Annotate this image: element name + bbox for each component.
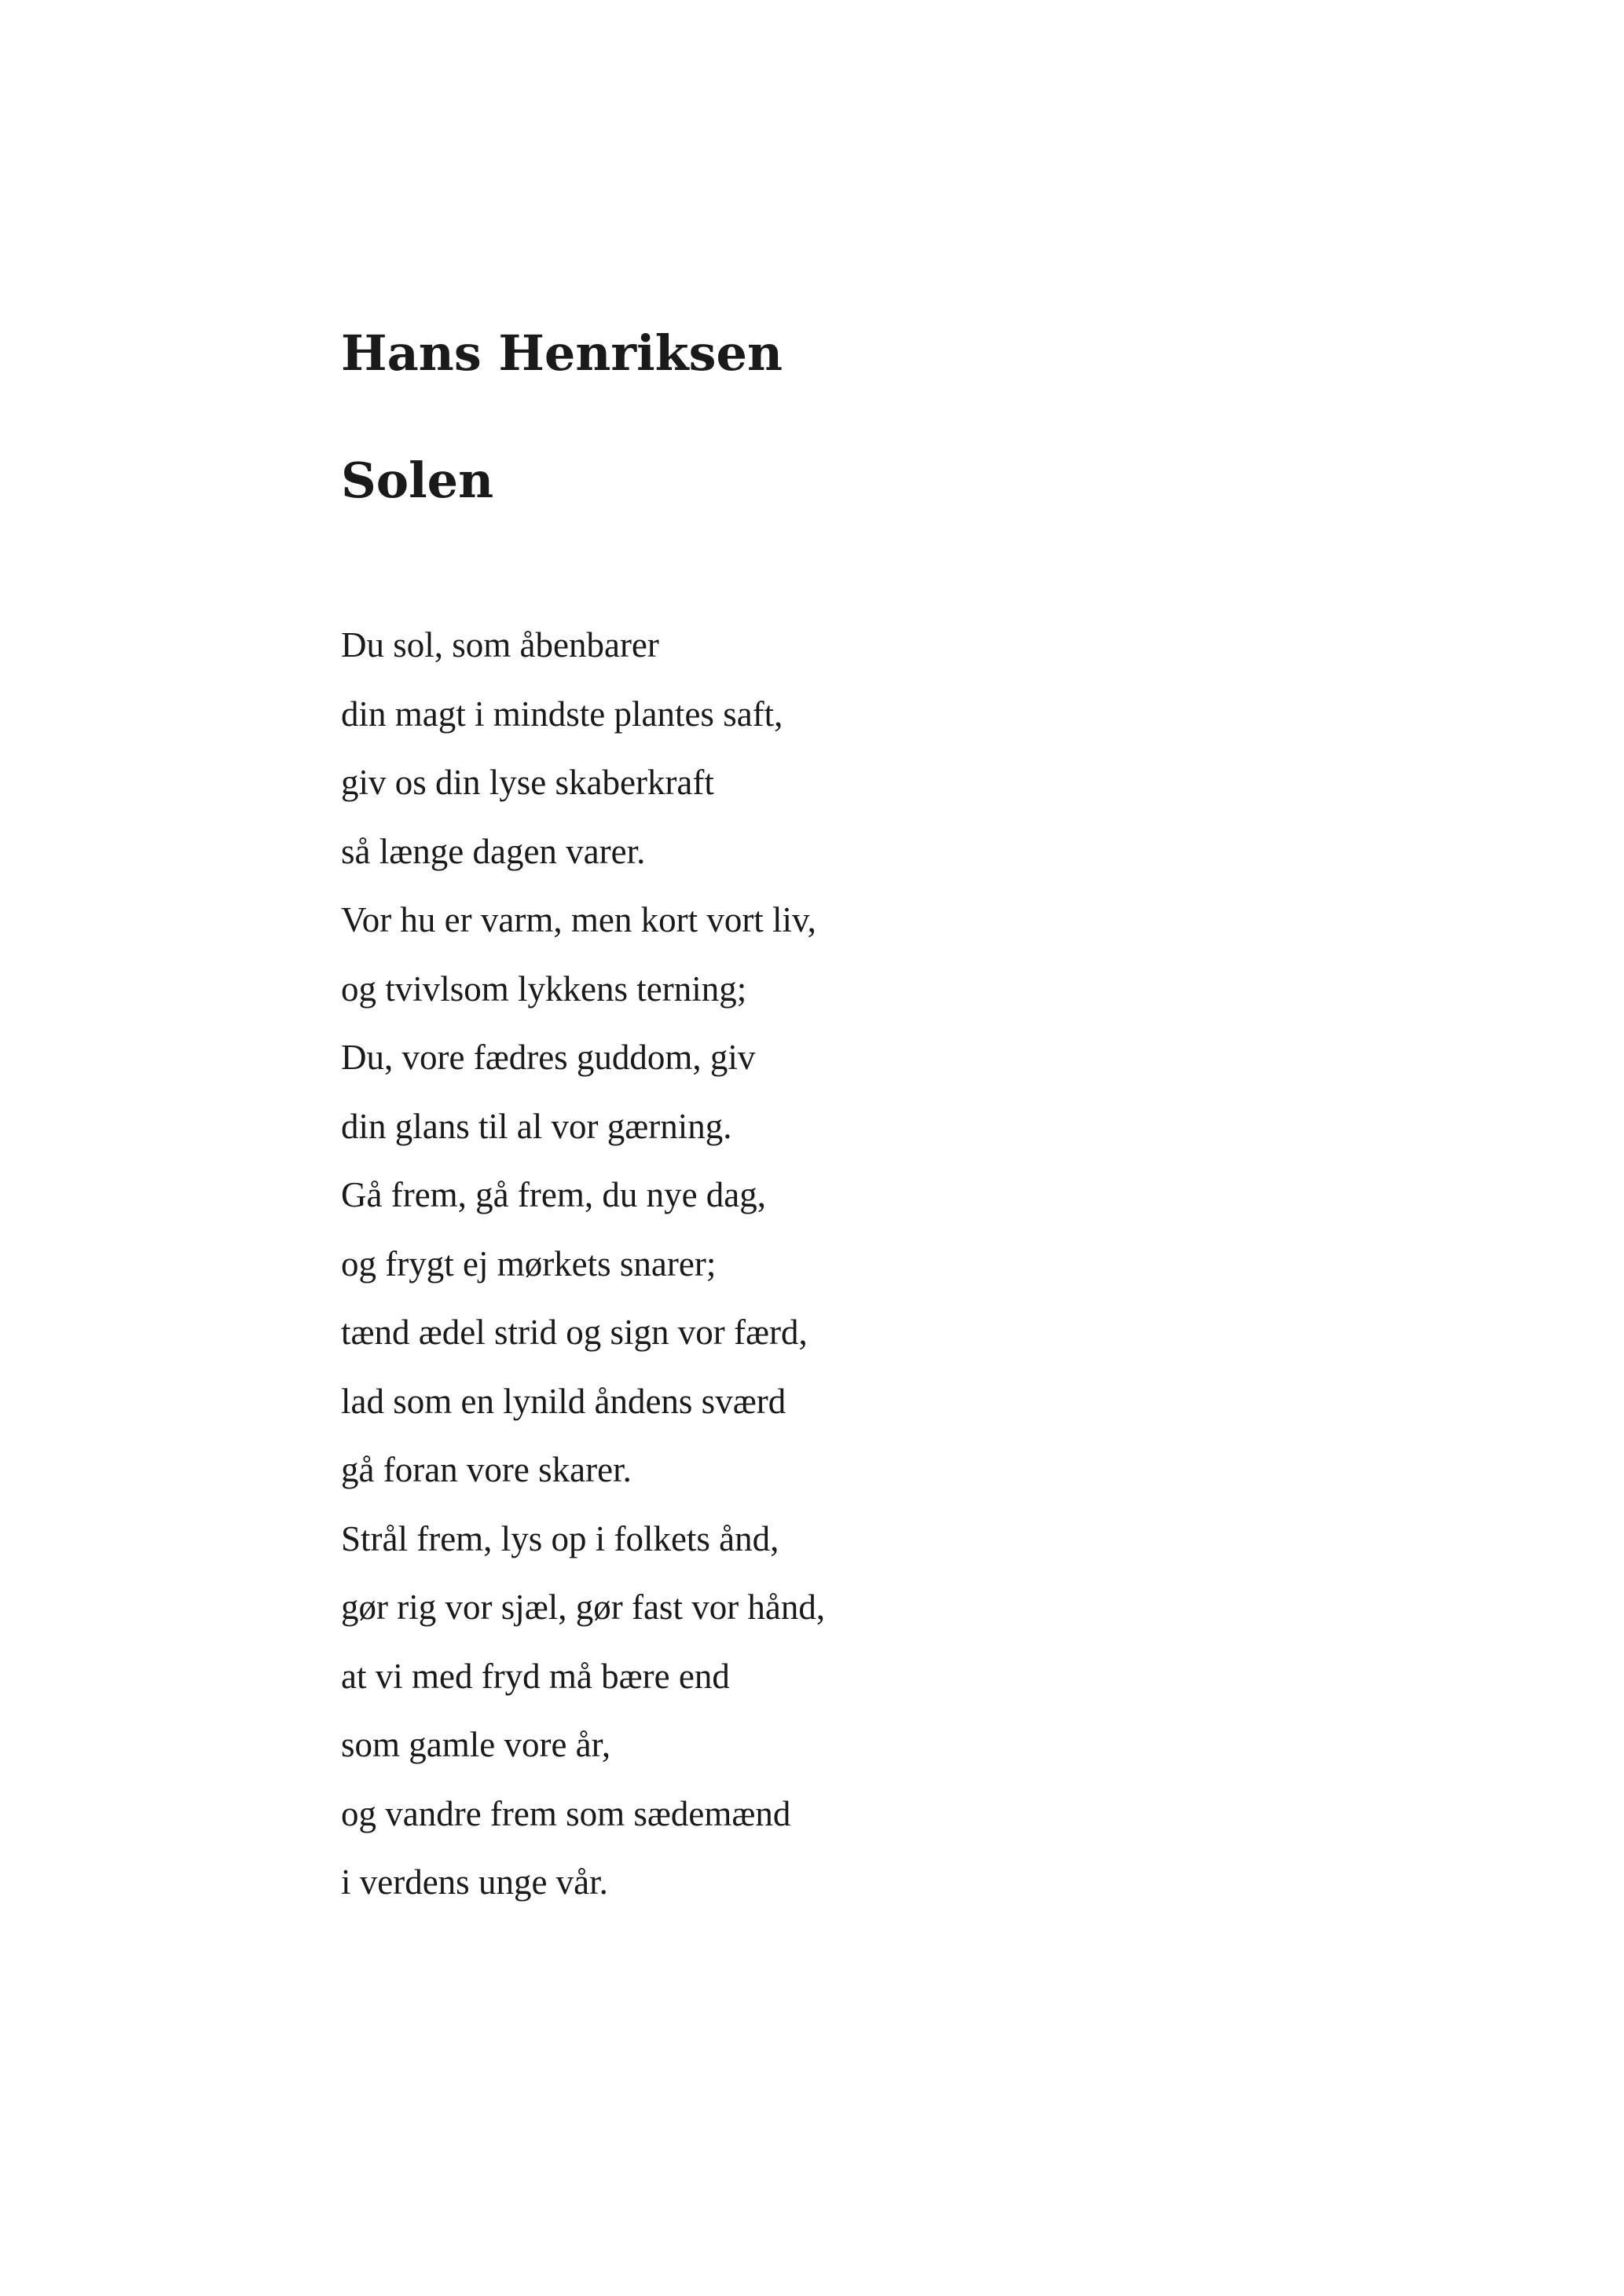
verse-line: Du, vore fædres guddom, giv <box>341 1038 756 1077</box>
verse-line: så længe dagen varer. <box>341 831 646 871</box>
verse-line: Strål frem, lys op i folkets ånd, <box>341 1518 779 1558</box>
verse-line: giv os din lyse skaberkraft <box>341 763 714 802</box>
verse-line: og vandre frem som sædemænd <box>341 1793 791 1833</box>
verse-line: i verdens unge vår. <box>341 1862 608 1902</box>
verse-line: at vi med fryd må bære end <box>341 1656 730 1696</box>
author-heading: Hans Henriksen <box>341 324 783 382</box>
verse-line: gør rig vor sjæl, gør fast vor hånd, <box>341 1587 826 1627</box>
verse-line: Gå frem, gå frem, du nye dag, <box>341 1175 767 1214</box>
verse-line: som gamle vore år, <box>341 1725 611 1764</box>
poem-body <box>341 611 825 1917</box>
verse-line: lad som en lynild åndens sværd <box>341 1381 786 1421</box>
verse-line: din magt i mindste plantes saft, <box>341 694 783 734</box>
verse-line: gå foran vore skarer. <box>341 1450 632 1489</box>
verse-line: din glans til al vor gærning. <box>341 1106 732 1146</box>
verse-line: og tvivlsom lykkens terning; <box>341 969 747 1009</box>
verse-line: tænd ædel strid og sign vor færd, <box>341 1313 808 1352</box>
verse-line: Du sol, som åbenbarer <box>341 625 659 665</box>
poem-title: Solen <box>341 452 494 509</box>
verse-line: og frygt ej mørkets snarer; <box>341 1243 717 1283</box>
verse-line: Vor hu er varm, men kort vort liv, <box>341 900 816 939</box>
